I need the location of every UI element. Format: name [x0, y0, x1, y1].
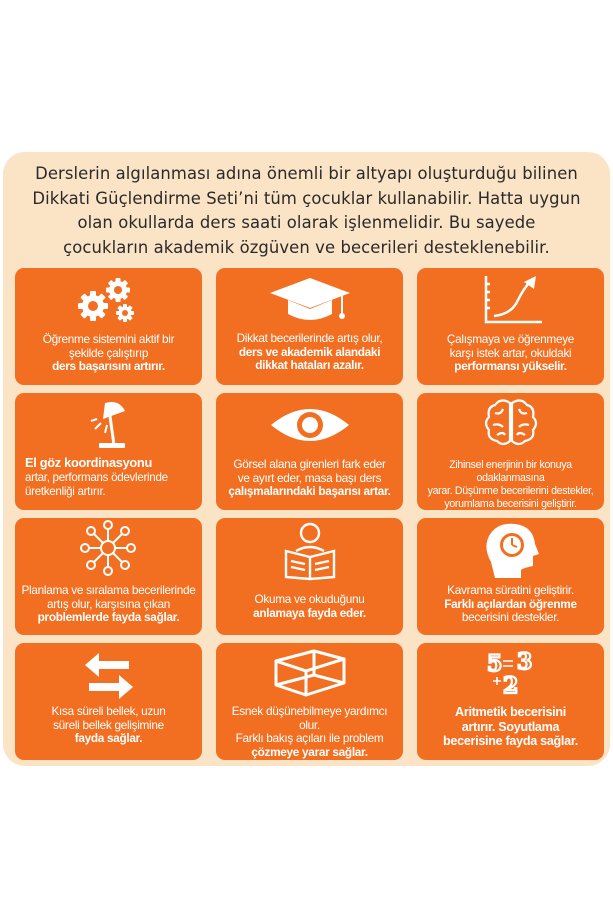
card-line: becerisini destekler. [461, 610, 560, 624]
card-line: çalışmalarındaki başarısı artar. [228, 484, 391, 498]
card-line: Farklı açılardan öğrenme [444, 596, 577, 611]
card-text [423, 333, 598, 374]
card-line: becerisine fayda sağlar. [443, 734, 578, 748]
benefit-card [15, 393, 202, 510]
card-line: Çalışmaya ve öğrenmeye [446, 332, 575, 346]
info-panel [3, 152, 610, 766]
benefit-card [417, 518, 604, 635]
card-text [423, 459, 598, 510]
card-line: üretkenliği artırır. [25, 485, 106, 498]
card-line: problemlerde fayda sağlar. [37, 610, 180, 624]
card-line: El göz koordinasyonu [25, 455, 152, 470]
numbers-icon [417, 647, 604, 699]
benefit-card [417, 393, 604, 510]
swap-arrows-icon [15, 651, 202, 701]
network-icon [15, 520, 202, 576]
brain-icon [417, 397, 604, 449]
card-line: artırır. Soyutlama [461, 719, 560, 734]
intro-line: Dikkati Güçlendirme Seti’ni tüm çocuklar kullanabilir. Hatta uygun [32, 188, 581, 208]
card-line: Planlama ve sıralama becerilerinde [21, 583, 196, 597]
card-line: ve ayırt eder, masa başı ders [237, 470, 382, 485]
card-text [21, 705, 196, 746]
benefit-card [417, 643, 604, 760]
card-line: anlamaya fayda eder. [253, 605, 366, 620]
card-line: Öğrenme sistemini aktif bir [42, 332, 175, 346]
card-line: Farklı bakış açıları ile problem [235, 731, 384, 745]
benefit-card [216, 393, 403, 510]
benefit-grid [15, 268, 606, 762]
card-line: Aritmetik becerisini [455, 705, 566, 719]
card-line: Kısa süreli bellek, uzun [51, 704, 166, 718]
card-line: artar, performans ödevlerinde [25, 470, 168, 484]
card-text [222, 593, 397, 620]
card-text [25, 456, 196, 500]
card-line: artış olur, karşısına çıkan [46, 596, 171, 611]
eye-icon [216, 405, 403, 445]
card-text [222, 332, 397, 373]
benefit-card [15, 643, 202, 760]
card-line: Okuma ve okuduğunu [254, 592, 365, 606]
growth-chart-icon [417, 274, 604, 326]
card-line: Görsel alana girenleri fark eder [233, 457, 386, 471]
card-line: ders başarısını artırır. [52, 359, 165, 373]
card-line: şekilde çalıştırıp [68, 345, 149, 360]
card-line: dikkat hataları azalır. [255, 358, 364, 372]
card-line: Zihinsel enerjinin bir konuya odaklanmasına [449, 459, 572, 484]
graduation-cap-icon [216, 276, 403, 324]
cube-icon [216, 647, 403, 699]
benefit-card [417, 268, 604, 385]
card-text [21, 333, 196, 374]
reading-person-icon [216, 521, 403, 581]
card-line: çözmeye yarar sağlar. [251, 744, 368, 759]
card-text [21, 584, 196, 625]
card-line: süreli bellek gelişimine [53, 717, 164, 732]
benefit-card [216, 268, 403, 385]
gears-icon [15, 274, 202, 324]
card-line: fayda sağlar. [74, 731, 143, 745]
card-line: karşı istek artar, okuldaki [449, 345, 572, 360]
card-text [423, 705, 598, 749]
card-line: Kavrama süratini geliştirir. [447, 583, 574, 597]
card-line: Dikkat becerilerinde artış olur, [236, 331, 383, 345]
benefit-card [216, 518, 403, 635]
card-line: yarar. Düşünme becerilerini destekler, [427, 485, 594, 497]
intro-line: olan okullarda ders saati olarak işlenmelidir. Bu sayede [77, 213, 536, 232]
intro-line: Derslerin algılanması adına önemli bir altyapı oluşturduğu bilinen [35, 164, 578, 183]
number-glyph: 2 [502, 673, 518, 699]
card-line: yorumlama becerisini geliştirir. [444, 498, 577, 510]
benefit-card [15, 518, 202, 635]
card-line: performansı yükselir. [454, 359, 567, 373]
card-line: Esnek düşünebilmeye yardımcı olur. [231, 704, 388, 732]
head-clock-icon [417, 522, 604, 578]
number-glyph: 5 [486, 651, 502, 677]
card-text [423, 584, 598, 625]
card-text [222, 458, 397, 499]
intro-line: çocukların akademik özgüven ve becerileri desteklenebilir. [63, 237, 550, 257]
intro-paragraph [3, 162, 610, 260]
benefit-card [15, 268, 202, 385]
card-line: ders ve akademik alandaki [238, 344, 381, 359]
benefit-card [216, 643, 403, 760]
desk-lamp-icon [15, 399, 202, 451]
card-text [222, 705, 397, 759]
number-glyph: 3 [516, 649, 532, 675]
